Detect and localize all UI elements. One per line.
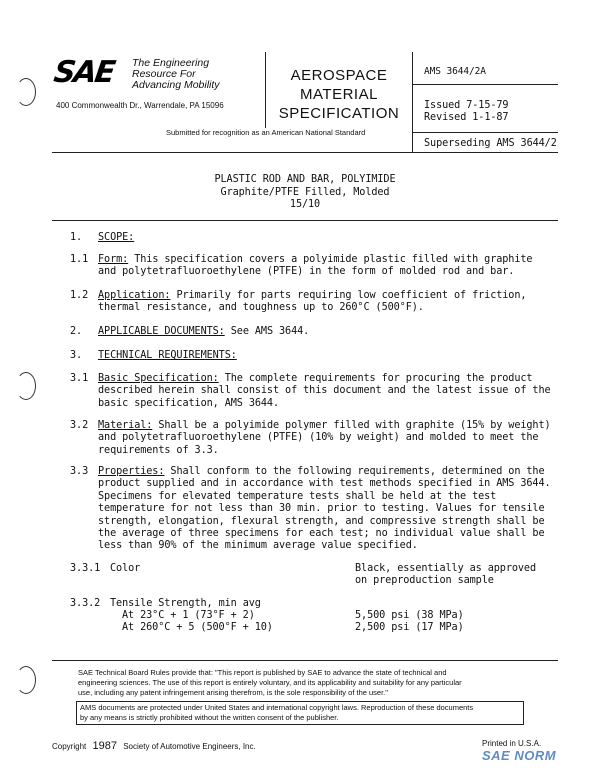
section-heading: Form: bbox=[98, 254, 129, 265]
section-number: 3.3 bbox=[70, 466, 89, 477]
sae-address: 400 Commonwealth Dr., Warrendale, PA 15096 bbox=[56, 101, 224, 110]
tagline-line-2: Resource For bbox=[132, 68, 196, 80]
section-heading: Basic Specification: bbox=[98, 373, 219, 384]
copyright-year: 1987 bbox=[92, 740, 117, 752]
section-text-line: The complete requirements for procuring the product bbox=[224, 373, 533, 384]
copyright-notice-line: by any means is strictly prohibited without the written consent of the publisher. bbox=[80, 713, 339, 722]
rules-line: engineering sciences. The use of this report is entirely voluntary, and its applicability and suitability for any particular bbox=[78, 678, 462, 687]
rules-line: use, including any patent infringement arising therefrom, is the sole responsibility of the user." bbox=[78, 688, 388, 697]
header-divider-right bbox=[412, 52, 413, 152]
section-text-line: basic specification, AMS 3644. bbox=[98, 397, 280, 409]
document-type-line-2: MATERIAL bbox=[300, 86, 378, 103]
section-text-line: requirements of 3.3. bbox=[98, 444, 219, 456]
copyright-notice-line: AMS documents are protected under United States and international copyright laws. Reproduction of these documents bbox=[80, 703, 474, 712]
section-text-line: less than 90% of the minimum average value specified. bbox=[98, 540, 418, 552]
sae-logo-mark: SAE bbox=[51, 55, 116, 90]
section-text-line: Shall conform to the following requirements, determined on the bbox=[170, 466, 545, 477]
section-heading: Material: bbox=[98, 420, 153, 431]
document-type-line-1: AEROSPACE bbox=[290, 67, 388, 84]
section-text-line: and polytetrafluoroethylene (PTFE) (10% by weight) and molded to meet the bbox=[98, 432, 539, 444]
copyright-notice-box bbox=[76, 701, 524, 725]
section-text-line: temperature for not less than 30 min. prior to testing. Values for tensile bbox=[98, 503, 545, 515]
document-title bbox=[52, 174, 558, 212]
section-number: 3.1 bbox=[70, 373, 89, 384]
section-number: 3.3.2 bbox=[70, 598, 101, 609]
section-text-line: described herein shall consist of this document and the latest issue of the bbox=[98, 385, 551, 397]
section-text-line: See AMS 3644. bbox=[230, 326, 310, 337]
copyright-label: Copyright bbox=[52, 742, 87, 751]
condition-label: At 260°C + 5 (500°F + 10) bbox=[122, 622, 273, 633]
section-text-line: Shall be a polyimide polymer filled with graphite (15% by weight) bbox=[158, 420, 551, 431]
superseding-rule bbox=[412, 132, 558, 133]
section-number: 1.2 bbox=[70, 290, 89, 301]
revised-date: Revised 1-1-87 bbox=[424, 112, 509, 123]
section-heading: Application: bbox=[98, 290, 171, 301]
section-heading: Properties: bbox=[98, 466, 165, 477]
property-label: Tensile Strength, min avg bbox=[110, 598, 261, 609]
section-number: 3.3.1 bbox=[70, 563, 101, 574]
section-text-line: product supplied and in accordance with test methods specified in AMS 3644. bbox=[98, 478, 551, 490]
binder-hole-top bbox=[16, 78, 36, 106]
section-text-line: Specimens for elevated temperature tests shall be held at the test bbox=[98, 490, 497, 502]
binder-hole-bottom bbox=[16, 666, 36, 694]
tagline-line-1: The Engineering bbox=[132, 57, 210, 69]
binder-hole-middle bbox=[16, 372, 36, 400]
title-bottom-rule bbox=[52, 220, 558, 221]
rules-line: SAE Technical Board Rules provide that: "This report is published by SAE to advance the state of technical and bbox=[78, 668, 447, 677]
section-text-line: the average of three specimens for each test; no individual value shall be bbox=[98, 528, 545, 540]
copyright-line bbox=[52, 740, 256, 752]
title-line-1: PLASTIC ROD AND BAR, POLYIMIDE bbox=[214, 174, 396, 185]
society-name: Society of Automotive Engineers, Inc. bbox=[123, 742, 256, 751]
section-text-line: thermal resistance, and toughness up to 260°C (500°F). bbox=[98, 302, 424, 314]
tagline-line-3: Advancing Mobility bbox=[132, 79, 220, 91]
condition-value: 2,500 psi (17 MPa) bbox=[355, 622, 464, 633]
footer-top-rule bbox=[52, 660, 558, 661]
section-text-line: strength, elongation, flexural strength, and compressive strength shall be bbox=[98, 515, 545, 527]
section-number: 3. bbox=[70, 350, 83, 361]
sae-norm-watermark: SAE NORM bbox=[482, 748, 557, 763]
section-number: 2. bbox=[70, 326, 83, 337]
technical-board-rules bbox=[78, 668, 538, 698]
section-text-line: and polytetrafluoroethylene (PTFE) in the form of molded rod and bar. bbox=[98, 266, 515, 278]
section-heading: TECHNICAL REQUIREMENTS: bbox=[98, 350, 237, 361]
property-value-line: Black, essentially as approved bbox=[355, 563, 537, 574]
doc-number-rule bbox=[412, 84, 558, 85]
condition-label: At 23°C + 1 (73°F + 2) bbox=[122, 610, 255, 621]
submitted-note: Submitted for recognition as an American National Standard bbox=[166, 128, 366, 137]
document-type bbox=[268, 66, 410, 123]
title-line-3: 15/10 bbox=[289, 199, 321, 210]
sae-tagline bbox=[132, 58, 220, 91]
header-divider-left bbox=[265, 52, 266, 128]
section-heading: SCOPE: bbox=[98, 232, 135, 243]
section-heading: APPLICABLE DOCUMENTS: bbox=[98, 326, 225, 337]
printed-in: Printed in U.S.A. bbox=[482, 739, 542, 748]
header-bottom-rule bbox=[52, 152, 558, 153]
document-number: AMS 3644/2A bbox=[424, 66, 486, 77]
condition-value: 5,500 psi (38 MPa) bbox=[355, 610, 464, 621]
title-line-2: Graphite/PTFE Filled, Molded bbox=[220, 186, 390, 198]
section-number: 1.1 bbox=[70, 254, 89, 265]
property-value-line: on preproduction sample bbox=[355, 575, 494, 587]
document-type-line-3: SPECIFICATION bbox=[278, 105, 400, 122]
section-number: 3.2 bbox=[70, 420, 89, 431]
section-text-line: This specification covers a polyimide plastic filled with graphite bbox=[134, 254, 533, 265]
property-label: Color bbox=[110, 563, 141, 574]
section-number: 1. bbox=[70, 232, 83, 243]
sae-logo bbox=[51, 55, 116, 90]
section-text-line: Primarily for parts requiring low coefficient of friction, bbox=[176, 290, 527, 301]
superseding: Superseding AMS 3644/2 bbox=[424, 138, 557, 149]
issued-date: Issued 7-15-79 bbox=[424, 100, 509, 111]
